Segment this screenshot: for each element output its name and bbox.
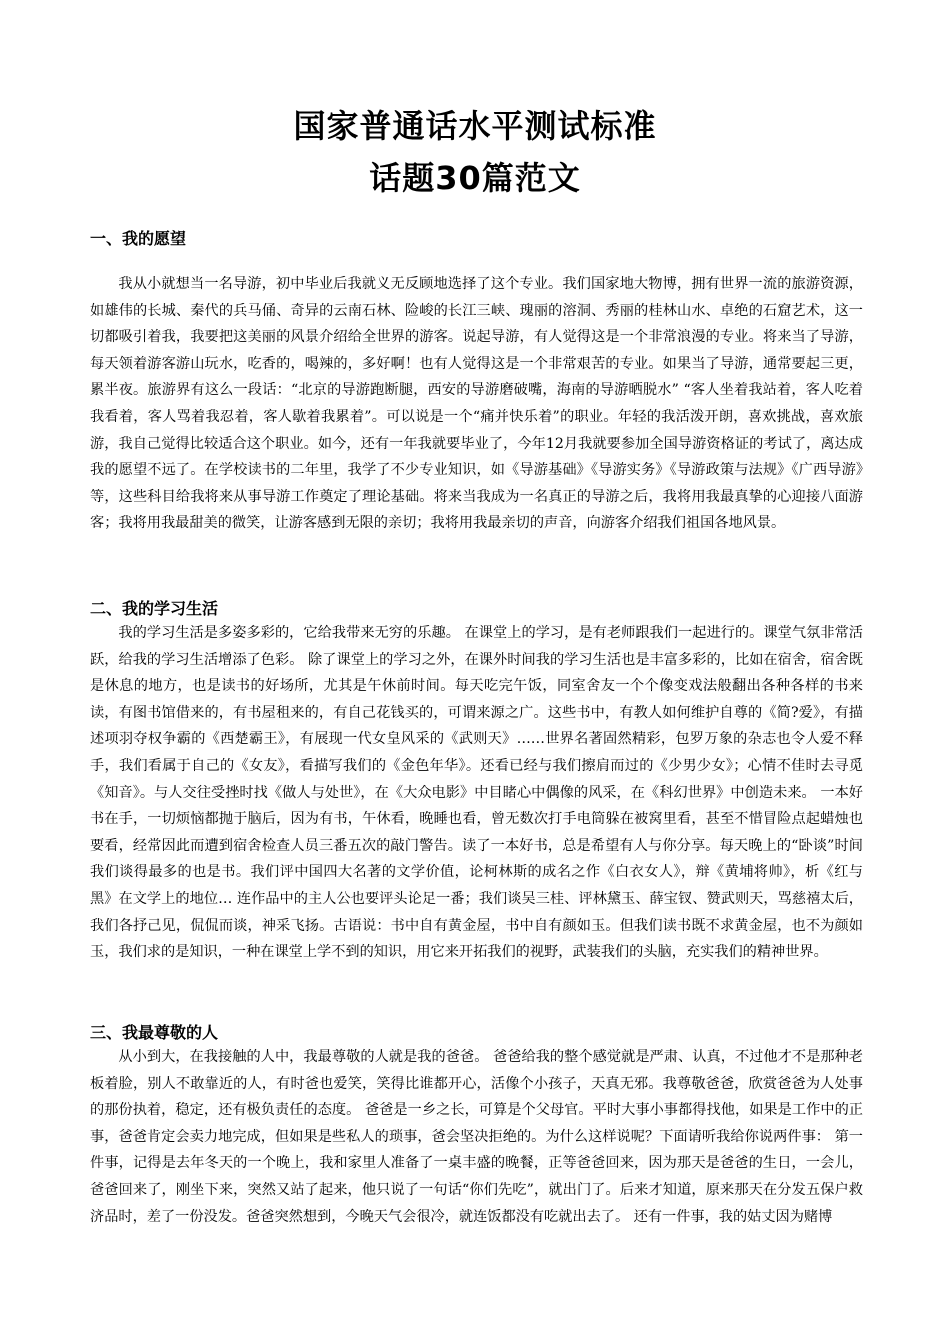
section-body-respected-person: 从小到大，在我接触的人中，我最尊敬的人就是我的爸爸。 爸爸给我的整个感觉就是严肃、认真，不过他才不是那种老板着脸，别人不敢靠近的人，有时爸也爱笑，笑得比谁都开心，活像个小孩子，天真无邪。我尊敬爸爸，欣赏爸爸为人处事的那份执着，稳定，还有极负责任的态度。 爸爸是一乡之长，可算是个父母官。平时大事小事都得找他，如果是工作中的正事，爸爸肯定会卖力地完成，但如果是些私人的琐事，爸会坚决拒绝的。为什么这样说呢？下面请听我给你说两件事： 第一件事，记得是去年冬天的一个晚上，我和家里人准备了一桌丰盛的晚餐，正等爸爸回来，因为那天是爸爸的生日，一会儿，爸爸回来了，刚坐下来，突然又站了起来，他只说了一句话“你们先吃”，就出门了。后来才知道，原来那天在分发五保户救济品时，差了一份没发。爸爸突然想到，今晚天气会很冷，就连饭都没有吃就出去了。 还有一件事，我的姑丈因为赌博 [90,1049,863,1225]
section-heading-wish: 一、我的愿望 [90,229,187,248]
section-body-study-life: 我的学习生活是多姿多彩的，它给我带来无穷的乐趣。 在课堂上的学习，是有老师跟我们一起进行的。课堂气氛非常活跃，给我的学习生活增添了色彩。 除了课堂上的学习之外，在课外时间我的学习生活也是丰富多彩的，比如在宿舍，宿舍既是休息的地方，也是读书的好场所，尤其是午休前时间。每天吃完午饭，同室舍友一个个像变戏法般翻出各种各样的书来读，有图书馆借来的，有书屋租来的，有自己花钱买的，可谓来源之广。这些书中，有教人如何维护自尊的《简?爱》，有描述项羽夺权争霸的《西楚霸王》，有展现一代女皇风采的《武则天》……世界名著固然精彩，包罗万象的杂志也令人爱不释手，我们看属于自己的《女友》，看描写我们的《金色年华》。还看已经与我们擦肩而过的《少男少女》；心情不佳时去寻觅《知音》。与人交往受挫时找《做人与处世》，在《大众电影》中目睹心中偶像的风采，在《科幻世界》中创造未来。 一本好书在手，一切烦恼都抛于脑后，因为有书，午休看，晚睡也看，曾无数次打手电筒躲在被窝里看，甚至不惜冒险点起蜡烛也要看，经常因此而遭到宿舍检查人员三番五次的敲门警告。读了一本好书，总是希望有人与你分享。每天晚上的“卧谈”时间我们谈得最多的也是书。我们评中国四大名著的文学价值，论柯林斯的成名之作《白衣女人》，辩《黄埔将帅》，析《红与黑》在文学上的地位… 连作品中的主人公也要评头论足一番；我们谈吴三桂、评林黛玉、薛宝钗、赞武则天，骂慈禧太后，我们各抒己见，侃侃而谈，神采飞扬。古语说：书中自有黄金屋，书中自有颜如玉。但我们读书既不求黄金屋，也不为颜如玉，我们求的是知识，一种在课堂上学不到的知识，用它来开拓我们的视野，武装我们的头脑，充实我们的精神世界。 [90,625,863,961]
section-body-wish: 我从小就想当一名导游，初中毕业后我就义无反顾地选择了这个专业。我们国家地大物博，拥有世界一流的旅游资源，如雄伟的长城、秦代的兵马俑、奇异的云南石林、险峻的长江三峡、瑰丽的溶洞、秀丽的桂林山水、卓绝的石窟艺术，这一切都吸引着我，我要把这美丽的风景介绍给全世界的游客。说起导游，有人觉得这是一个非常浪漫的专业。将来当了导游，每天领着游客游山玩水，吃香的，喝辣的，多好啊！也有人觉得这是一个非常艰苦的专业。如果当了导游，通常要起三更，累半夜。旅游界有这么一段话：“北京的导游跑断腿，西安的导游磨破嘴，海南的导游晒脱水” “客人坐着我站着，客人吃着我看着，客人骂着我忍着，客人歇着我累着”。可以说是一个“痛并快乐着”的职业。年轻的我活泼开朗，喜欢挑战，喜欢旅游，我自己觉得比较适合这个职业。如今，还有一年我就要毕业了，今年12月我就要参加全国导游资格证的考试了，离达成我的愿望不远了。在学校读书的二年里，我学了不少专业知识，如《导游基础》《导游实务》《导游政策与法规》《广西导游》等，这些科目给我将来从事导游工作奠定了理论基础。将来当我成为一名真正的导游之后，我将用我最真挚的心迎接八面游客；我将用我最甜美的微笑，让游客感到无限的亲切；我将用我最亲切的声音，向游客介绍我们祖国各地风景。 [90,276,863,532]
section-heading-respected-person: 三、我最尊敬的人 [90,1023,219,1042]
document-title: 国家普通话水平测试标准 [293,107,657,145]
document-subtitle: 话题30篇范文 [369,159,581,197]
section-heading-study-life: 二、我的学习生活 [90,599,219,618]
